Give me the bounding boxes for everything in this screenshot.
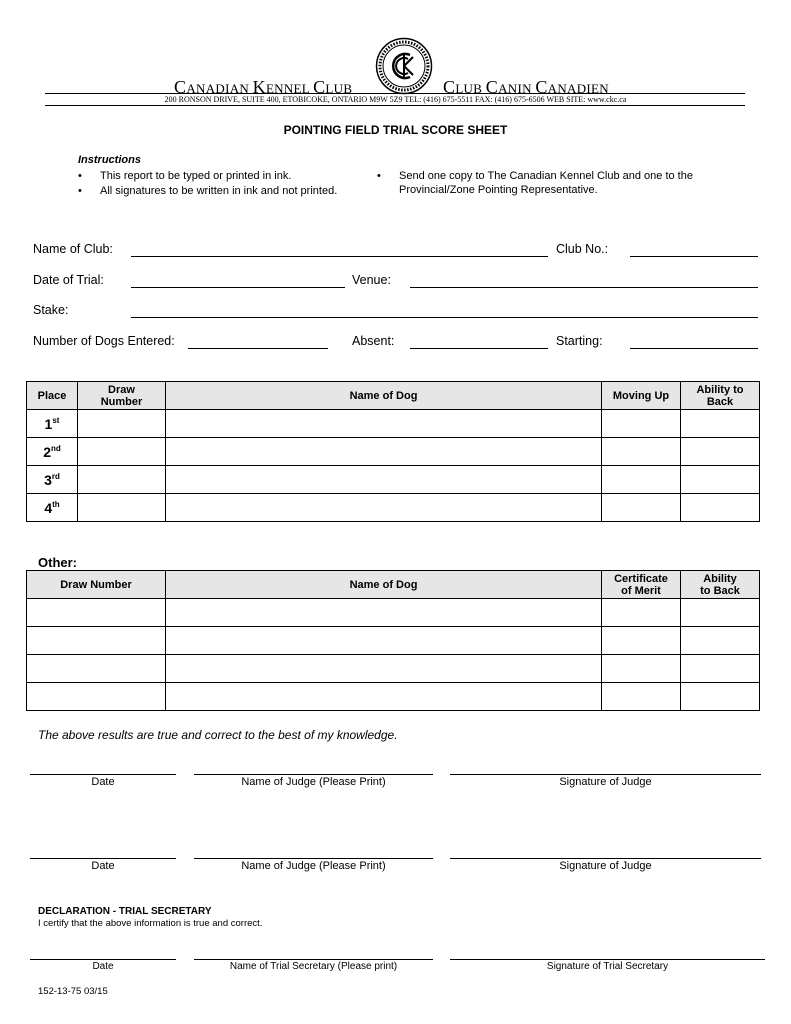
place-label: 3rd bbox=[27, 466, 78, 494]
judge1-date-label: Date bbox=[91, 776, 115, 788]
declaration-text: I certify that the above information is true and correct. bbox=[38, 918, 263, 929]
col-header-moving-up: Moving Up bbox=[602, 382, 681, 410]
dog-name-cell[interactable] bbox=[166, 683, 602, 711]
other-table bbox=[26, 570, 760, 711]
dog-name-cell[interactable] bbox=[166, 494, 602, 522]
draw-number-cell[interactable] bbox=[27, 655, 166, 683]
placing-row-4 bbox=[27, 494, 760, 522]
instructions-heading: Instructions bbox=[78, 154, 141, 166]
form-number: 152-13-75 03/15 bbox=[38, 986, 108, 997]
judge2-name-field[interactable] bbox=[194, 858, 433, 859]
draw-number-cell[interactable] bbox=[78, 494, 166, 522]
instruction-item: • All signatures to be written in ink and not printed. bbox=[78, 185, 338, 197]
judge2-name-label: Name of Judge (Please Print) bbox=[241, 860, 386, 872]
certificate-of-merit-cell[interactable] bbox=[602, 655, 681, 683]
club-no-field[interactable] bbox=[630, 256, 758, 257]
club-no-label: Club No.: bbox=[556, 242, 609, 256]
secretary-date-field[interactable] bbox=[30, 959, 176, 960]
dog-name-cell[interactable] bbox=[166, 438, 602, 466]
dog-name-cell[interactable] bbox=[166, 627, 602, 655]
draw-number-cell[interactable] bbox=[78, 410, 166, 438]
certificate-of-merit-cell[interactable] bbox=[602, 683, 681, 711]
venue-label: Venue: bbox=[352, 273, 391, 287]
other-row bbox=[27, 655, 760, 683]
ability-to-back-cell[interactable] bbox=[681, 627, 760, 655]
judge1-signature-field[interactable] bbox=[450, 774, 761, 775]
judge1-date-field[interactable] bbox=[30, 774, 176, 775]
col-header-draw-number: Draw Number bbox=[78, 382, 166, 410]
ability-to-back-cell[interactable] bbox=[681, 599, 760, 627]
draw-number-cell[interactable] bbox=[78, 438, 166, 466]
page-title: POINTING FIELD TRIAL SCORE SHEET bbox=[283, 123, 508, 137]
placing-row-2 bbox=[27, 438, 760, 466]
judge2-signature-field[interactable] bbox=[450, 858, 761, 859]
draw-number-cell[interactable] bbox=[78, 466, 166, 494]
placings-table bbox=[26, 381, 760, 522]
secretary-signature-field[interactable] bbox=[450, 959, 765, 960]
ability-to-back-cell[interactable] bbox=[681, 494, 760, 522]
moving-up-cell[interactable] bbox=[602, 438, 681, 466]
absent-label: Absent: bbox=[352, 334, 395, 348]
absent-field[interactable] bbox=[410, 348, 548, 349]
other-row bbox=[27, 683, 760, 711]
ckc-logo bbox=[375, 37, 433, 95]
dog-name-cell[interactable] bbox=[166, 655, 602, 683]
other-row bbox=[27, 627, 760, 655]
place-label: 2nd bbox=[27, 438, 78, 466]
certificate-of-merit-cell[interactable] bbox=[602, 627, 681, 655]
stake-label: Stake: bbox=[33, 303, 69, 317]
name-of-club-label: Name of Club: bbox=[33, 242, 113, 256]
stake-field[interactable] bbox=[131, 317, 758, 318]
moving-up-cell[interactable] bbox=[602, 410, 681, 438]
ability-to-back-cell[interactable] bbox=[681, 410, 760, 438]
place-label: 4th bbox=[27, 494, 78, 522]
placing-row-3 bbox=[27, 466, 760, 494]
dogs-entered-field[interactable] bbox=[188, 348, 328, 349]
starting-field[interactable] bbox=[630, 348, 758, 349]
instruction-item: • This report to be typed or printed in ink. bbox=[78, 170, 292, 182]
ability-to-back-cell[interactable] bbox=[681, 683, 760, 711]
dogs-entered-label: Number of Dogs Entered: bbox=[33, 334, 175, 348]
col-header-name-of-dog: Name of Dog bbox=[166, 571, 602, 599]
placing-row-1 bbox=[27, 410, 760, 438]
certificate-of-merit-cell[interactable] bbox=[602, 599, 681, 627]
ability-to-back-cell[interactable] bbox=[681, 438, 760, 466]
venue-field[interactable] bbox=[410, 287, 758, 288]
secretary-signature-label: Signature of Trial Secretary bbox=[546, 961, 669, 972]
dog-name-cell[interactable] bbox=[166, 466, 602, 494]
place-label: 1st bbox=[27, 410, 78, 438]
judge2-date-label: Date bbox=[91, 860, 115, 872]
secretary-date-label: Date bbox=[92, 961, 114, 972]
judge1-name-label: Name of Judge (Please Print) bbox=[241, 776, 386, 788]
draw-number-cell[interactable] bbox=[27, 599, 166, 627]
col-header-draw-number: Draw Number bbox=[27, 571, 166, 599]
draw-number-cell[interactable] bbox=[27, 627, 166, 655]
judge1-signature-label: Signature of Judge bbox=[559, 776, 652, 788]
ability-to-back-cell[interactable] bbox=[681, 466, 760, 494]
col-header-place: Place bbox=[27, 382, 78, 410]
other-section-label: Other: bbox=[38, 555, 77, 570]
name-of-club-field[interactable] bbox=[131, 256, 548, 257]
other-row bbox=[27, 599, 760, 627]
ability-to-back-cell[interactable] bbox=[681, 655, 760, 683]
col-header-ability-to-back: Ability to Back bbox=[681, 382, 760, 410]
judge2-signature-label: Signature of Judge bbox=[559, 860, 652, 872]
org-name-english: CANADIAN KENNEL CLUB bbox=[174, 77, 353, 97]
date-of-trial-label: Date of Trial: bbox=[33, 273, 104, 287]
date-of-trial-field[interactable] bbox=[131, 287, 345, 288]
judge1-name-field[interactable] bbox=[194, 774, 433, 775]
header-address: 200 RONSON DRIVE, SUITE 400, ETOBICOKE, ONTARIO M9W 5Z9 TEL: (416) 675-5511 FAX: (416) 675-6506 WEB SITE: www.ckc.ca bbox=[164, 95, 627, 104]
starting-label: Starting: bbox=[556, 334, 603, 348]
draw-number-cell[interactable] bbox=[27, 683, 166, 711]
moving-up-cell[interactable] bbox=[602, 466, 681, 494]
certification-statement: The above results are true and correct to the best of my knowledge. bbox=[38, 728, 398, 742]
dog-name-cell[interactable] bbox=[166, 410, 602, 438]
instruction-item-continued: Provincial/Zone Pointing Representative. bbox=[399, 184, 598, 196]
secretary-name-label: Name of Trial Secretary (Please print) bbox=[229, 961, 398, 972]
col-header-certificate-of-merit: Certificate of Merit bbox=[602, 571, 681, 599]
col-header-ability-to-back: Ability to Back bbox=[681, 571, 760, 599]
declaration-title: DECLARATION - TRIAL SECRETARY bbox=[38, 906, 212, 917]
secretary-name-field[interactable] bbox=[194, 959, 433, 960]
header-rule-top bbox=[45, 93, 745, 94]
org-name-french: CLUB CANIN CANADIEN bbox=[443, 77, 609, 97]
moving-up-cell[interactable] bbox=[602, 494, 681, 522]
header-rule-bottom bbox=[45, 105, 745, 106]
col-header-name-of-dog: Name of Dog bbox=[166, 382, 602, 410]
instruction-item: • Send one copy to The Canadian Kennel Club and one to the bbox=[377, 170, 693, 182]
judge2-date-field[interactable] bbox=[30, 858, 176, 859]
dog-name-cell[interactable] bbox=[166, 599, 602, 627]
